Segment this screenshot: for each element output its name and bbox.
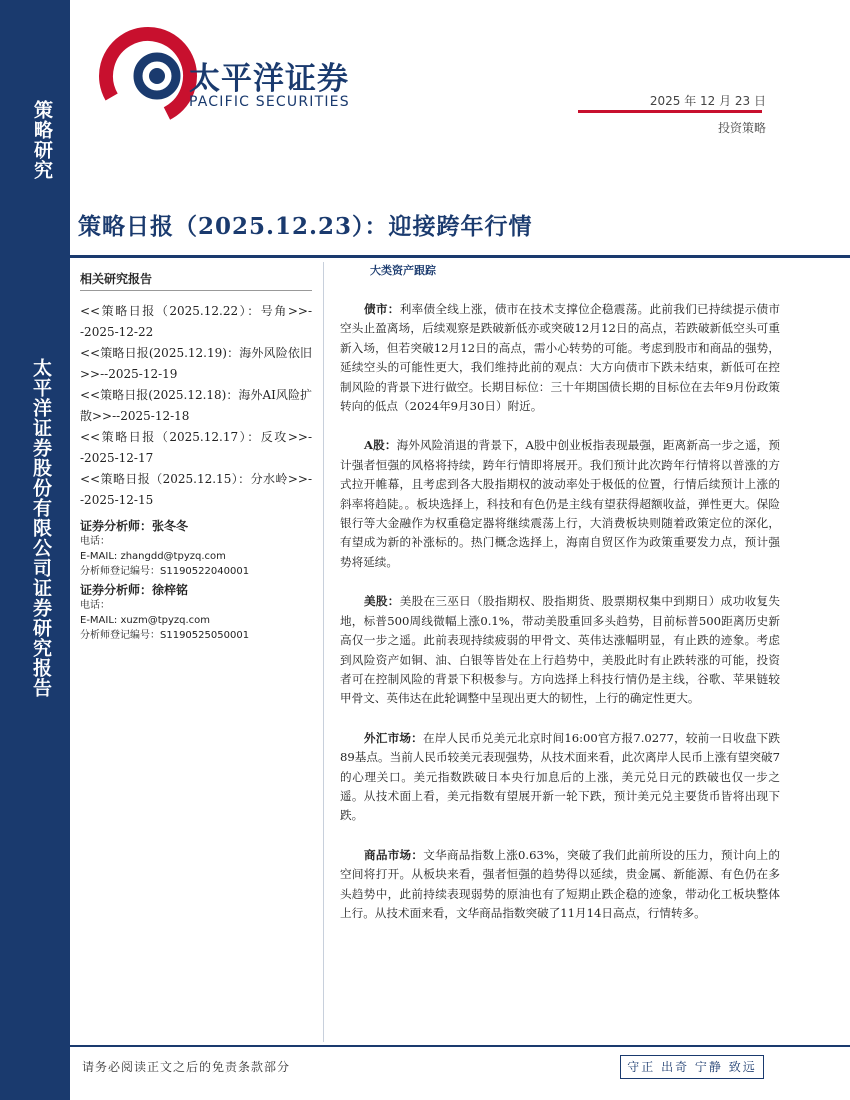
paragraph-bond: [340, 300, 780, 416]
analyst-info: [80, 515, 312, 643]
analyst-registration: 分析师登记编号：S1190522040001: [80, 566, 250, 577]
paragraph-text: 美股在三巫日（股指期权、股指期货、股票期权集中到期日）成功收复失地，标普500周线微幅上涨0.1%，带动美股重回多头趋势，目前标普500距离历史新高仅一步之遥。此前表现持续疲弱的甲骨文、英伟达涨幅明显，有止跌的迹象。考虑到风险资产如铜、油、白银等皆处在上行趋势中，美股此时有止跌转涨的可能，投资者可在控制风险的背景下积极参与。方向选择上科技行情仍是主线，谷歌、苹果链较甲骨文、英伟达在此轮调整中呈现出更大的韧性，上行的确定性更大。: [340, 594, 780, 706]
paragraph-label: 美股：: [364, 594, 400, 609]
brand-name-en: PACIFIC SECURITIES: [189, 94, 350, 110]
analyst-registration: 分析师登记编号：S1190525050001: [80, 630, 250, 641]
paragraph-text: 海外风险消退的背景下，A股中创业板指表现最强，距离新高一步之遥，预计强者恒强的风格将持续，跨年行情即将展开。我们预计此次跨年行情将以普涨的方式拉开帷幕，且考虑到各大股指期权的波动率处于极低的位置，行情后续预计上涨的斜率将趋陡。。板块选择上，科技和有色仍是主线有望获得超额收益，弹性更大。保险银行等大金融作为权重稳定器将继续震荡上行，大消费板块则随着政策定位的深化，有望成为新的补涨标的。热门概念选择上，海南自贸区作为政策重要发力点，预计强势将延续。: [340, 438, 780, 569]
paragraph-text: 利率债全线上涨，债市在技术支撑位企稳震荡。此前我们已持续提示债市空头止盈离场，后续观察是跌破新低亦或突破12月12日的高点，若跌破新低空头可重新入场，但若突破12月12日的高点，需小心转势的可能。考虑到股市和商品的强势，延续空头的可能性更大，我们维持此前的观点：大方向债市下跌未结束，新低可在控制风险的背景下进行做空。长期目标位：三十年期国债长期的目标位在去年9月份政策转向的低点（2024年9月30日）附近。: [340, 302, 780, 414]
page-title: 策略日报（2025.12.23）：迎接跨年行情: [78, 213, 533, 240]
paragraph-a-share: [340, 436, 780, 572]
sidebar-top-label: 策略研究: [31, 100, 53, 180]
paragraph-label: 债市：: [364, 302, 400, 316]
footer-motto: 守正 出奇 宁静 致远: [620, 1055, 764, 1079]
paragraph-text: 文华商品指数上涨0.63%，突破了我们此前所设的压力，预计向上的空间将打开。从板块来看，强者恒强的趋势得以延续，贵金属、新能源、有色仍在多头趋势中，此前持续表现弱势的原油也有了短期止跌企稳的迹象，带动化工板块整体上行。从技术面来看，文华商品指数突破了11月14日高点，行情转多。: [340, 847, 780, 920]
column-divider: [323, 262, 324, 1042]
sidebar: [0, 0, 70, 1100]
paragraph-label: 外汇市场：: [364, 730, 423, 745]
footer-divider: [70, 1045, 850, 1047]
brand-name-cn: 太平洋证券: [189, 61, 349, 97]
paragraph-commodities: [340, 846, 780, 924]
report-category: 投资策略: [717, 121, 766, 135]
analyst-email[interactable]: E-MAIL: xuzm@tpyzq.com: [80, 615, 211, 626]
related-report-item[interactable]: <<策略日报(2025.12.19)：海外风险依旧>>--2025-12-19: [80, 346, 312, 381]
paragraph-forex: [340, 729, 780, 826]
analyst-block: [80, 517, 312, 579]
related-reports: [80, 270, 312, 511]
related-report-item[interactable]: <<策略日报(2025.12.18)：海外AI风险扩散>>--2025-12-18: [80, 388, 312, 423]
analyst-phone: 电话：: [80, 536, 110, 547]
paragraph-us-stocks: [340, 592, 780, 708]
related-report-item[interactable]: <<策略日报（2025.12.17）：反攻>>--2025-12-17: [80, 430, 312, 465]
paragraph-text: 在岸人民币兑美元北京时间16:00官方报7.0277，较前一日收盘下跌89基点。当前人民币较美元表现强势，从技术面来看，此次离岸人民币上涨有望突破7的心理关口。美元指数跌破日本央行加息后的上涨，美元兑日元的跌破也仅一步之遥。从技术面上看，美元指数有望展开新一轮下跌，预计美元兑主要货币皆将出现下跌。: [340, 730, 780, 823]
analyst-phone: 电话：: [80, 600, 110, 611]
report-date: 2025 年 12 月 23 日: [649, 94, 766, 108]
paragraph-label: A股：: [364, 438, 397, 453]
analyst-email[interactable]: E-MAIL: zhangdd@tpyzq.com: [80, 551, 226, 562]
related-reports-heading: 相关研究报告: [80, 270, 312, 291]
sidebar-bottom-label: 太平洋证券股份有限公司证券研究报告: [30, 358, 52, 698]
section-title: 大类资产跟踪: [370, 264, 436, 277]
analyst-block: [80, 581, 312, 643]
related-report-item[interactable]: <<策略日报（2025.12.22）：号角>>--2025-12-22: [80, 304, 312, 339]
analyst-name: 证券分析师：徐梓铭: [80, 583, 189, 597]
header-accent-line: [578, 110, 762, 113]
title-divider: [70, 255, 850, 258]
analyst-name: 证券分析师：张冬冬: [80, 519, 189, 533]
paragraph-label: 商品市场：: [364, 847, 424, 862]
related-reports-list: [80, 301, 312, 511]
main-content: [340, 262, 780, 943]
related-report-item[interactable]: <<策略日报（2025.12.15）：分水岭>>--2025-12-15: [80, 472, 312, 507]
footer-disclaimer: 请务必阅读正文之后的免责条款部分: [82, 1060, 291, 1074]
